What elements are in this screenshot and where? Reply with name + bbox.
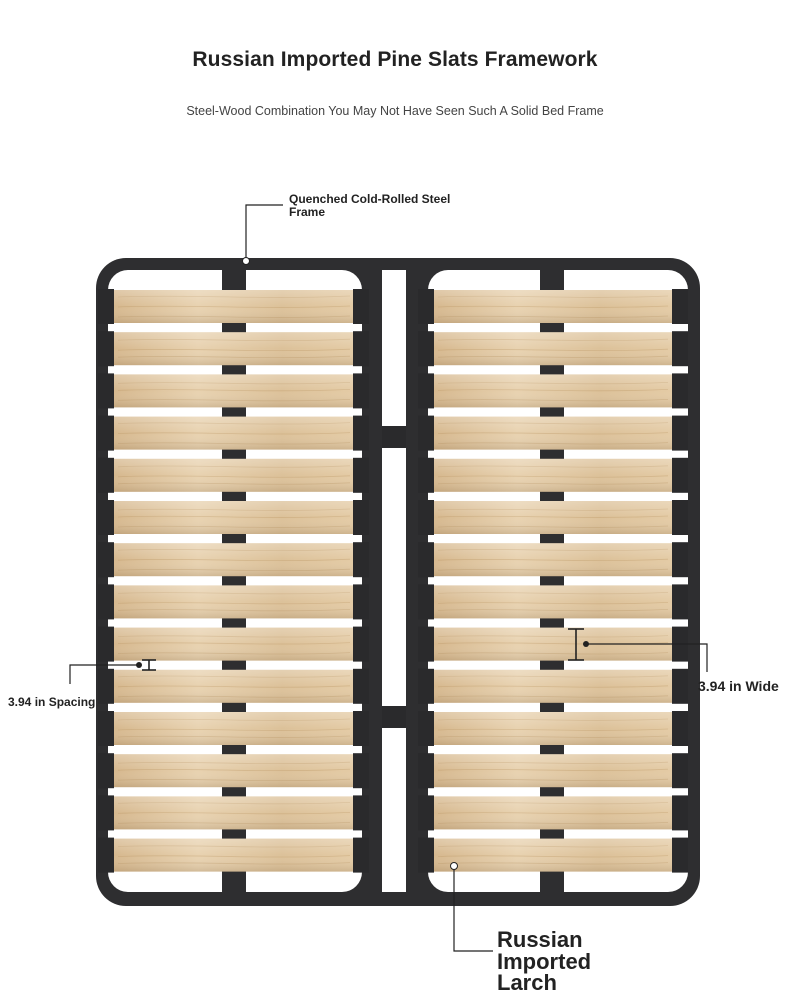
wood-slat bbox=[98, 416, 369, 451]
callout-dot-steel bbox=[243, 258, 250, 265]
wood-slat bbox=[98, 373, 369, 408]
slat-end-bracket bbox=[353, 458, 369, 493]
slat-end-bracket bbox=[672, 289, 688, 324]
slat-end-bracket bbox=[353, 669, 369, 704]
callout-spacing: 3.94 in Spacing bbox=[8, 695, 96, 709]
callout-dot-spacing bbox=[136, 662, 142, 668]
center-connector-bottom bbox=[382, 706, 406, 728]
wood-slat bbox=[418, 753, 688, 788]
slat-end-bracket bbox=[418, 753, 434, 788]
slat-end-bracket bbox=[353, 331, 369, 366]
slat-end-bracket bbox=[672, 416, 688, 451]
wood-slat bbox=[98, 289, 369, 324]
slat-end-bracket bbox=[98, 331, 114, 366]
slat-end-bracket bbox=[672, 838, 688, 873]
slat-end-bracket bbox=[418, 838, 434, 873]
slat-end-bracket bbox=[353, 795, 369, 830]
slat-end-bracket bbox=[98, 373, 114, 408]
wood-slat bbox=[418, 373, 688, 408]
wood-slat bbox=[98, 669, 369, 704]
wood-slat bbox=[418, 584, 688, 619]
slat-end-bracket bbox=[98, 711, 114, 746]
slat-end-bracket bbox=[353, 416, 369, 451]
wood-slat bbox=[418, 416, 688, 451]
wood-slat bbox=[418, 838, 688, 873]
slat-end-bracket bbox=[98, 838, 114, 873]
page-subtitle: Steel-Wood Combination You May Not Have Seen Such A Solid Bed Frame bbox=[186, 104, 604, 118]
slat-end-bracket bbox=[353, 289, 369, 324]
slat-end-bracket bbox=[672, 711, 688, 746]
slat-end-bracket bbox=[418, 500, 434, 535]
slat-end-bracket bbox=[98, 500, 114, 535]
wood-slat bbox=[98, 458, 369, 493]
slat-end-bracket bbox=[353, 584, 369, 619]
slat-end-bracket bbox=[418, 373, 434, 408]
wood-slat bbox=[418, 331, 688, 366]
wood-slat bbox=[418, 289, 688, 324]
page-title: Russian Imported Pine Slats Framework bbox=[192, 48, 598, 71]
wood-slat bbox=[98, 584, 369, 619]
wood-slat bbox=[98, 753, 369, 788]
slat-end-bracket bbox=[418, 669, 434, 704]
slat-end-bracket bbox=[418, 711, 434, 746]
wood-slat bbox=[98, 500, 369, 535]
slat-end-bracket bbox=[672, 500, 688, 535]
wood-slat bbox=[418, 711, 688, 746]
slat-end-bracket bbox=[353, 838, 369, 873]
wood-slat bbox=[418, 458, 688, 493]
callout-dot-wide bbox=[583, 641, 589, 647]
slat-end-bracket bbox=[98, 753, 114, 788]
slat-end-bracket bbox=[353, 627, 369, 662]
slat-end-bracket bbox=[418, 458, 434, 493]
callout-larch-line2: Imported bbox=[497, 948, 592, 974]
wood-slat bbox=[98, 627, 369, 662]
slat-end-bracket bbox=[672, 669, 688, 704]
slat-end-bracket bbox=[98, 458, 114, 493]
slat-end-bracket bbox=[98, 795, 114, 830]
slat-end-bracket bbox=[672, 373, 688, 408]
slat-end-bracket bbox=[353, 753, 369, 788]
slat-end-bracket bbox=[98, 416, 114, 451]
slat-end-bracket bbox=[672, 542, 688, 577]
wood-slat bbox=[418, 669, 688, 704]
slat-end-bracket bbox=[98, 669, 114, 704]
callout-dot-larch bbox=[451, 863, 458, 870]
slat-end-bracket bbox=[418, 584, 434, 619]
callout-larch-line1: Russian bbox=[497, 927, 583, 952]
callout-wide: 3.94 in Wide bbox=[698, 678, 779, 694]
center-rail-gap bbox=[382, 270, 406, 892]
slat-end-bracket bbox=[98, 627, 114, 662]
wood-slat bbox=[418, 542, 688, 577]
slat-end-bracket bbox=[353, 500, 369, 535]
slat-end-bracket bbox=[672, 458, 688, 493]
slat-end-bracket bbox=[418, 416, 434, 451]
slat-end-bracket bbox=[672, 331, 688, 366]
wood-slat bbox=[418, 795, 688, 830]
wood-slat bbox=[98, 795, 369, 830]
slat-end-bracket bbox=[418, 289, 434, 324]
slat-end-bracket bbox=[418, 795, 434, 830]
slat-end-bracket bbox=[672, 753, 688, 788]
wood-slat bbox=[98, 331, 369, 366]
slat-end-bracket bbox=[98, 289, 114, 324]
slat-end-bracket bbox=[418, 542, 434, 577]
slat-end-bracket bbox=[672, 795, 688, 830]
slat-end-bracket bbox=[672, 584, 688, 619]
slat-end-bracket bbox=[418, 627, 434, 662]
slat-end-bracket bbox=[418, 331, 434, 366]
wood-slat bbox=[98, 838, 369, 873]
center-connector-top bbox=[382, 426, 406, 448]
slat-end-bracket bbox=[353, 542, 369, 577]
wood-slat bbox=[98, 711, 369, 746]
callout-line-steel bbox=[246, 205, 283, 260]
wood-slat bbox=[98, 542, 369, 577]
slat-end-bracket bbox=[353, 373, 369, 408]
callout-larch bbox=[497, 929, 591, 994]
slat-end-bracket bbox=[353, 711, 369, 746]
callout-larch-line3: Larch bbox=[497, 970, 557, 996]
callout-steel-frame: Quenched Cold-Rolled Steel Frame bbox=[289, 192, 451, 219]
slat-end-bracket bbox=[98, 584, 114, 619]
slat-end-bracket bbox=[98, 542, 114, 577]
wood-slat bbox=[418, 500, 688, 535]
